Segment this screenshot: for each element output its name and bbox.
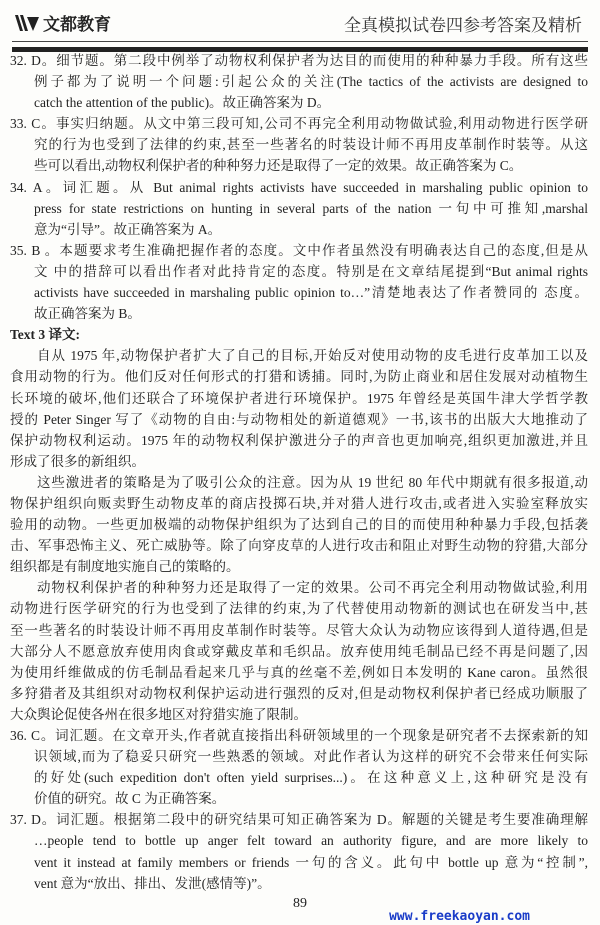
answer-item [10,240,588,324]
text-line: 这些激进者的策略是为了吸引公众的注意。因为从 19 世纪 80 年代中期就有很多报道,动 [37,474,588,490]
logo [14,10,111,35]
text-line: 价值的研究。故 C 为正确答案。 [34,791,226,807]
page-header [0,0,600,56]
translation-paragraph [10,472,588,577]
text-line: 食用动物的行为。他们反对任何形式的打猎和诱捕。同时,为防止商业和居住发展对动植物生 [10,369,588,385]
translation-body [10,345,588,725]
text-line: 自从 1975 年,动物保护者扩大了自己的目标,开始反对使用动物的皮毛进行皮革加工以及 [37,348,588,364]
text-line: 的好处(such expedition don't often yield surprises...)。在这种意义上,这种研究是没有 [34,770,588,786]
text-line: 34. A。词汇题。从 But animal rights activists have succeeded in marshaling public opinion to [10,179,588,195]
answer-item [10,725,588,809]
text-line: 授的 Peter Singer 写了《动物的自由:与动物相处的新道德观》一书,该书的出版大大地推动了 [10,411,588,427]
text-line: vent it instead at family members or friends 一句的含义。此句中 bottle up 意为“控制”, [34,854,588,870]
text-line: 动物进行医学研究的行为也受到了法律的约束,为了代替使用动物新的测试也在研发当中,甚 [10,601,588,617]
text-line: 究的行为也受到了法律的约束,甚至一些著名的时装设计师不再用皮革制作时装等。从这 [34,137,588,153]
text-line: 大众舆论促使各州在很多地区对狩猎实施了限制。 [10,706,307,722]
text-line: 物保护组织向贩卖野生动物皮革的商店投掷石块,并对猎人进行攻击,或者进入实验室释放实 [10,495,588,511]
answer-item [10,809,588,893]
text-line: activists have succeeded in marshaling public opinion to…”清楚地表达了作者赞同的 态度。 [34,285,588,301]
translation-paragraph [10,345,588,472]
text-line: 意为“引导”。故正确答案为 A。 [34,221,222,237]
text-line: 35. B 。本题要求考生准确把握作者的态度。文中作者虽然没有明确表达自己的态度,但是从 [10,242,588,258]
logo-text: 文都教育 [43,15,111,35]
answer-item [10,177,588,240]
text-line: 些可以看出,动物权利保护者的种种努力还是取得了一定的效果。故正确答案为 C。 [34,158,523,174]
text-line: 故正确答案为 B。 [34,306,141,322]
text-line: 形成了很多的新组织。 [10,453,145,469]
text-line: press for state restrictions on hunting in several parts of the nation 一句中可推知,marshal [34,200,588,216]
text-line: …people tend to bottle up anger felt toward an authority figure, and are more likely to [34,833,588,849]
text-line: 33. C。事实归纳题。从文中第三段可知,公司不再完全利用动物做试验,利用动物进行医学研 [10,116,588,132]
answers-36-37 [10,725,588,894]
text-line: 37. D。词汇题。根据第二段中的研究结果可知正确答案为 D。解题的关键是考生要准确理解 [10,812,588,828]
text-line: 长环境的破坏,他们还联合了环境保护者进行环境保护。1975 年曾经是英国牛津大学哲学教 [10,390,588,406]
text-line: 36. C。词汇题。在文章开头,作者就直接指出科研领域里的一个现象是研究者不去探索新的知 [10,728,588,743]
text-line: 击、军事恐怖主义、死亡威胁等。除了向穿皮草的人进行攻击和阻止对野生动物的狩猎,大部分 [10,538,588,554]
translation-paragraph [10,577,588,725]
logo-w-icon [14,13,40,33]
page-title: 全真模拟试卷四参考答案及精析 [344,16,582,36]
text-line: catch the attention of the public)。故正确答案为 D。 [34,95,331,111]
answers-32-35 [10,50,588,324]
text-line: 识领域,而为了稳妥只研究一些熟悉的领域。对此作者认为这样的研究不会带来任何实际 [34,749,588,765]
text-line: 保护动物权利运动。1975 年的动物权利保护激进分子的声音也更加响亮,组织更加激进,并且 [10,432,588,448]
watermark-url[interactable]: www.freekaoyan.com [389,909,530,924]
text-line: vent 意为“放出、排出、发泄(感情等)”。 [34,875,271,891]
text-line: 为使用纤维做成的仿毛制品看起来几乎与真的丝毫不差,例如日本发明的 Kane caron。虽然很 [10,664,588,680]
text-line: 大部分人不愿意放弃使用肉食或穿戴皮革和毛织品。放弃使用纯毛制品已经不再是问题了,因 [10,643,588,659]
text-line: 动物权利保护者的种种努力还是取得了一定的效果。公司不再完全利用动物做试验,利用 [37,580,588,596]
text-line: 验用的动物。一些更加极端的动物保护组织为了达到自己的目的而使用种种暴力手段,包括袭 [10,517,588,533]
text-line: 至一些著名的时装设计师不再用皮革制作时装等。尽管大众认为动物应该得到人道待遇,但是 [10,622,588,638]
answer-item [10,50,588,113]
text-line: 例子都为了说明一个问题:引起公众的关注(The tactics of the activists are designed to [34,74,588,90]
page-content [10,50,588,894]
answer-item [10,113,588,176]
page-number: 89 [293,896,307,911]
text-line: 组织都是有制度地实施自己的策略的。 [10,559,240,575]
text-line: 文 中的措辞可以看出作者对此持肯定的态度。特别是在文章结尾提到“But animal rights [34,263,588,279]
translation-heading: Text 3 译文: [10,327,80,343]
text-line: 32. D。细节题。第二段中例举了动物权利保护者为达目的而使用的种种暴力手段。所有这些 [10,53,588,68]
header-divider-thin [12,41,588,42]
text-line: 多狩猎者及其组织对动物权利保护运动进行强烈的反对,但是动物权利保护者已经成功顺服了 [10,685,588,701]
